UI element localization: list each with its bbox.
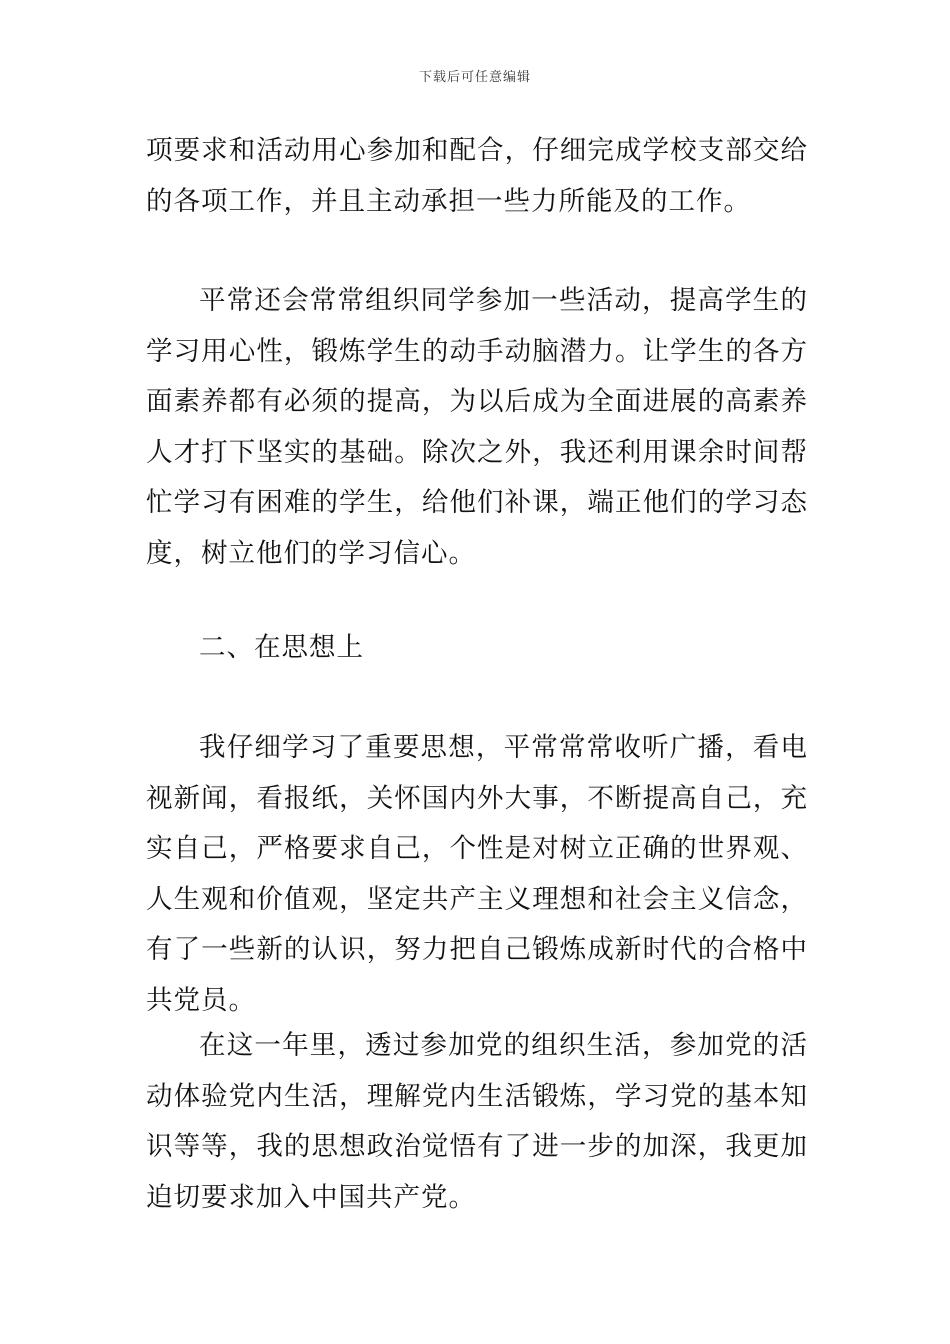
paragraph-thought (146, 723, 808, 1026)
page-header-note: 下载后可任意编辑 (418, 70, 531, 85)
paragraph-text: 平常还会常常组织同学参加一些活动，提高学生的学习用心性，锻炼学生的动手动脑潜力。让学生的各方面素养都有必须的提高，为以后成为全面进展的高素养人才打下坚实的基础。除次之外，我还利用课余时间帮忙学习有困难的学生，给他们补课，端正他们的学习态度，树立他们的学习信心。 (146, 285, 808, 569)
section-heading (146, 623, 808, 674)
paragraph-text: 项要求和活动用心参加和配合，仔细完成学校支部交给的各项工作，并且主动承担一些力所能及的工作。 (146, 135, 808, 217)
paragraph-continuation (146, 126, 808, 227)
paragraph-activities (146, 276, 808, 579)
section-heading-text: 二、在思想上 (199, 632, 364, 663)
paragraph-text: 我仔细学习了重要思想，平常常常收听广播，看电视新闻，看报纸，关怀国内外大事，不断提高自己，充实自己，严格要求自己，个性是对树立正确的世界观、人生观和价值观，坚定共产主义理想和社会主义信念，有了一些新的认识，努力把自己锻炼成新时代的合格中共党员。 (146, 732, 808, 1016)
paragraph-text: 在这一年里，透过参加党的组织生活，参加党的活动体验党内生活，理解党内生活锻炼，学习党的基本知识等等，我的思想政治觉悟有了进一步的加深，我更加迫切要求加入中国共产党。 (146, 1030, 808, 1213)
paragraph-year-summary (146, 1021, 808, 1223)
